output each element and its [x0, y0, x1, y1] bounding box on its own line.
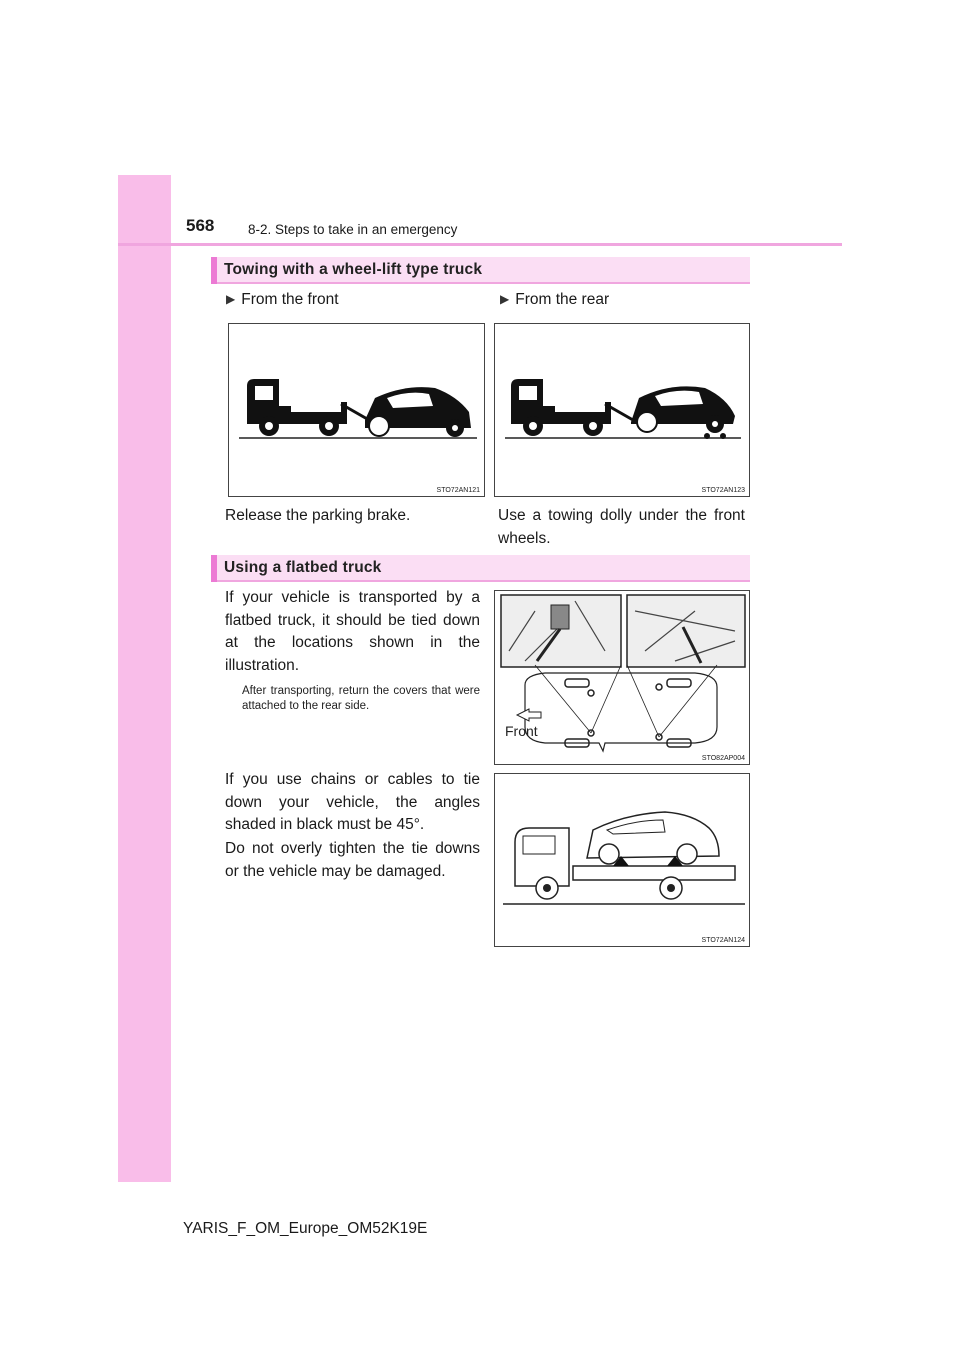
from-front-label — [226, 291, 339, 309]
flatbed-note: After transporting, return the covers that were attached to the rear side. — [242, 685, 480, 712]
figure-code: STO72AN124 — [701, 937, 745, 944]
from-rear-text: From the rear — [515, 291, 610, 308]
flatbed-truck-figure — [494, 773, 750, 947]
section-title: 8-2. Steps to take in an emergency — [248, 222, 458, 237]
flatbed-para-2: If you use chains or cables to tie down your vehicle, the angles shaded in black must be 45°. — [225, 771, 480, 833]
tow-from-front-figure — [228, 323, 485, 497]
wheel-lift-heading — [211, 257, 750, 284]
from-rear-label — [500, 291, 609, 309]
header-divider — [118, 243, 842, 246]
page-number: 568 — [186, 216, 215, 235]
front-direction-label: Front — [505, 723, 538, 739]
flatbed-truck-illustration — [495, 774, 751, 948]
rear-caption: Use a towing dolly under the front wheels. — [498, 507, 745, 547]
tie-down-points-figure — [494, 590, 750, 765]
flatbed-heading-text: Using a flatbed truck — [224, 559, 382, 576]
tie-down-illustration — [495, 591, 751, 766]
figure-code: STO72AN121 — [436, 487, 480, 494]
triangle-bullet-icon: ▶ — [500, 292, 510, 306]
footer-doc-id: YARIS_F_OM_Europe_OM52K19E — [183, 1220, 428, 1237]
flatbed-heading — [211, 555, 750, 582]
front-caption: Release the parking brake. — [225, 507, 411, 524]
figure-code: STO82AP004 — [701, 755, 745, 762]
triangle-bullet-icon: ▶ — [226, 292, 236, 306]
tow-from-rear-figure — [494, 323, 750, 497]
tow-rear-illustration — [495, 324, 751, 498]
flatbed-para-1: If your vehicle is transported by a flatbed truck, it should be tied down at the locations shown in the illustration. — [225, 589, 480, 674]
wheel-lift-heading-text: Towing with a wheel-lift type truck — [224, 261, 483, 278]
flatbed-para-3: Do not overly tighten the tie downs or the vehicle may be damaged. — [225, 840, 480, 880]
tow-front-illustration — [229, 324, 486, 498]
sidebar-tab — [118, 175, 171, 1182]
figure-code: STO72AN123 — [701, 487, 745, 494]
from-front-text: From the front — [241, 291, 339, 308]
